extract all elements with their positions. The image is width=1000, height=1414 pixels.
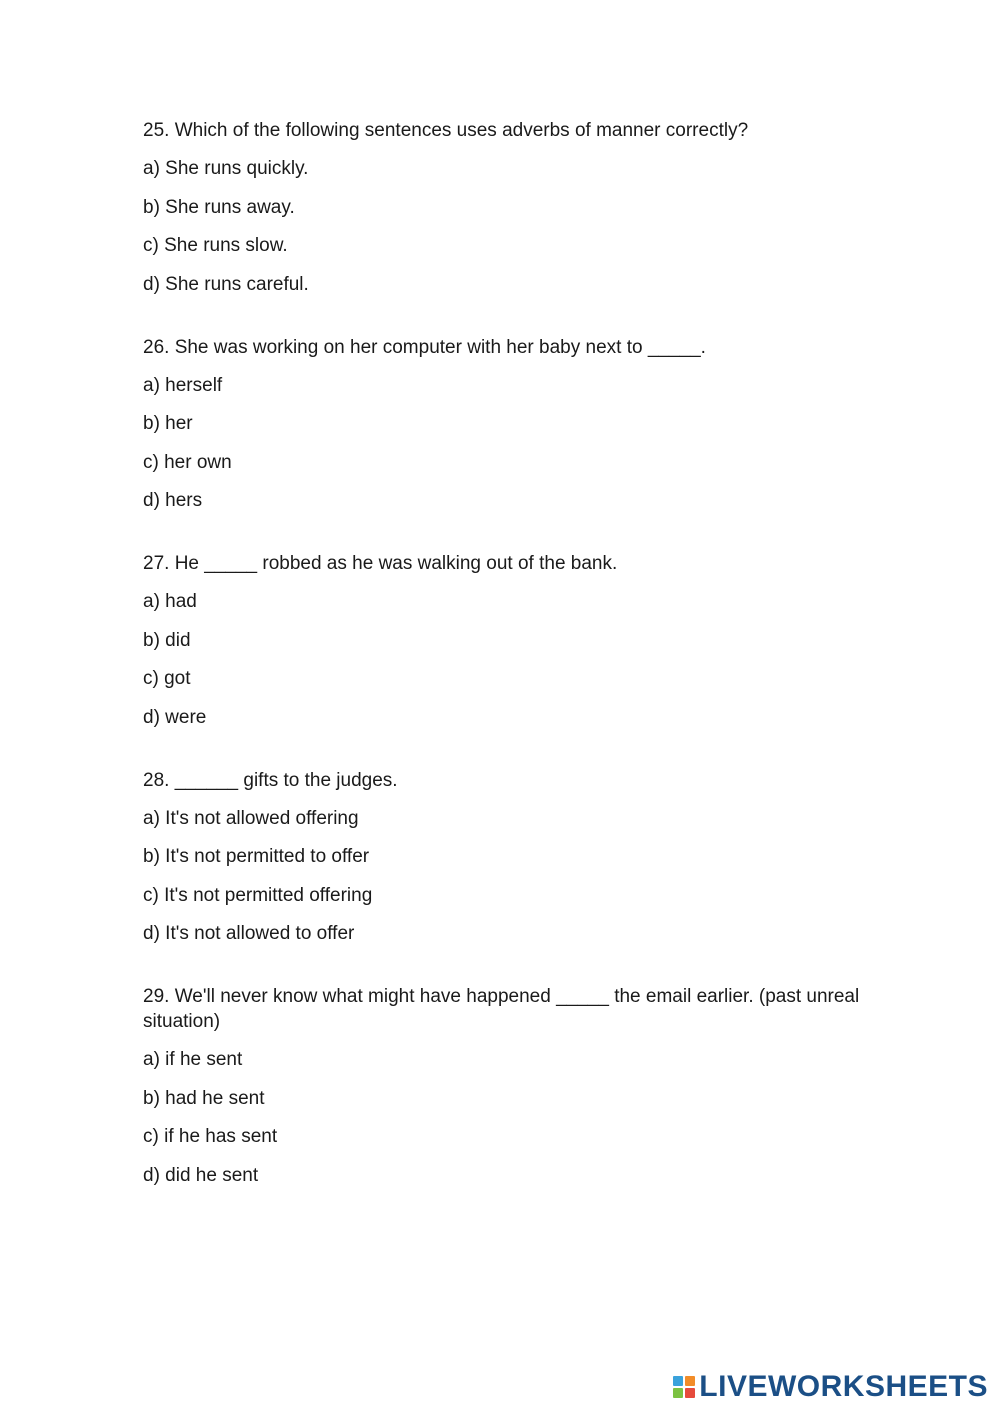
option-a: a) herself [143, 374, 223, 396]
option-d: d) were [143, 706, 207, 728]
question-26 [143, 335, 863, 514]
option-c: c) It's not permitted offering [143, 884, 373, 906]
logo-mark-icon [673, 1376, 695, 1398]
question-28 [143, 768, 863, 947]
option-b: b) did [143, 629, 191, 651]
liveworksheets-logo [673, 1372, 988, 1402]
option-d: d) hers [143, 490, 203, 511]
logo-square-icon [673, 1376, 683, 1386]
option-c: c) She runs slow. [143, 235, 288, 256]
question-text: 29. We'll never know what might have happened _____ the email earlier. (past unreal situation) [143, 986, 860, 1032]
option-d: d) did he sent [143, 1164, 259, 1186]
option-b: b) It's not permitted to offer [143, 846, 370, 867]
question-text: 26. She was working on her computer with her baby next to _____. [143, 336, 706, 358]
worksheet [143, 118, 863, 1226]
option-c: c) her own [143, 451, 232, 473]
option-a: a) had [143, 591, 197, 612]
question-text: 27. He _____ robbed as he was walking out of the bank. [143, 553, 618, 574]
option-b: b) She runs away. [143, 196, 295, 218]
question-29 [143, 984, 863, 1188]
option-b: b) had he sent [143, 1087, 265, 1109]
option-a: a) She runs quickly. [143, 158, 309, 179]
question-25 [143, 118, 863, 297]
logo-square-icon [673, 1388, 683, 1398]
logo-text: LIVEWORKSHEETS [699, 1370, 988, 1403]
question-27 [143, 551, 863, 730]
logo-square-icon [685, 1376, 695, 1386]
option-d: d) It's not allowed to offer [143, 923, 355, 944]
option-b: b) her [143, 413, 193, 434]
option-c: c) if he has sent [143, 1126, 278, 1147]
question-text: 28. ______ gifts to the judges. [143, 769, 398, 791]
option-a: a) if he sent [143, 1049, 243, 1070]
logo-square-icon [685, 1388, 695, 1398]
option-c: c) got [143, 668, 191, 689]
option-d: d) She runs careful. [143, 273, 309, 295]
option-a: a) It's not allowed offering [143, 807, 359, 829]
question-text: 25. Which of the following sentences uses adverbs of manner correctly? [143, 120, 749, 141]
